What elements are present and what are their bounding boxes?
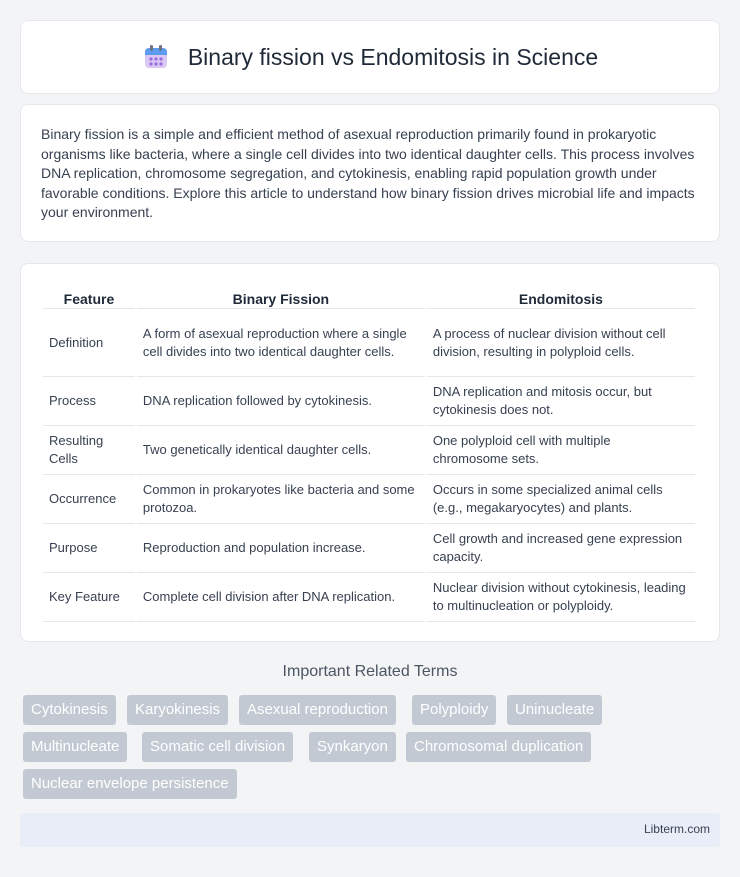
feature-cell: Definition — [43, 309, 135, 377]
term-tag[interactable]: Multinucleate — [23, 732, 127, 762]
table-row — [43, 377, 695, 426]
feature-cell: Purpose — [43, 524, 135, 573]
term-tag[interactable]: Polyploidy — [412, 695, 496, 725]
table-row — [43, 573, 695, 622]
title-row — [142, 43, 598, 71]
endomitosis-cell: Cell growth and increased gene expression capacity. — [427, 524, 695, 573]
term-tag[interactable]: Karyokinesis — [127, 695, 228, 725]
binary-fission-cell: Reproduction and population increase. — [137, 524, 425, 573]
term-tag[interactable]: Cytokinesis — [23, 695, 116, 725]
binary-fission-cell: Two genetically identical daughter cells. — [137, 426, 425, 475]
footer-site-link[interactable]: Libterm.com — [643, 822, 710, 836]
term-tag[interactable]: Uninucleate — [507, 695, 602, 725]
comparison-card — [20, 263, 720, 642]
term-tag[interactable]: Nuclear envelope persistence — [23, 769, 237, 799]
endomitosis-cell: Occurs in some specialized animal cells (e.g., megakaryocytes) and plants. — [427, 475, 695, 524]
endomitosis-cell: A process of nuclear division without cell division, resulting in polyploid cells. — [427, 309, 695, 377]
endomitosis-cell: One polyploid cell with multiple chromosome sets. — [427, 426, 695, 475]
title-card — [20, 20, 720, 94]
related-terms-title: Important Related Terms — [282, 663, 458, 680]
term-tag[interactable]: Somatic cell division — [142, 732, 293, 762]
comparison-table — [41, 284, 697, 622]
binary-fission-cell: A form of asexual reproduction where a single cell divides into two identical daughter cells. — [137, 309, 425, 377]
footer-bar — [20, 813, 720, 847]
intro-card — [20, 104, 720, 242]
header-feature: Feature — [43, 284, 135, 309]
endomitosis-cell: Nuclear division without cytokinesis, leading to multinucleation or polyploidy. — [427, 573, 695, 622]
binary-fission-cell: Complete cell division after DNA replication. — [137, 573, 425, 622]
table-row — [43, 475, 695, 524]
binary-fission-cell: DNA replication followed by cytokinesis. — [137, 377, 425, 426]
feature-cell: Resulting Cells — [43, 426, 135, 475]
table-row — [43, 426, 695, 475]
calendar-icon — [142, 43, 170, 71]
term-tag[interactable]: Synkaryon — [309, 732, 396, 762]
page-title: Binary fission vs Endomitosis in Science — [187, 43, 599, 70]
feature-cell: Key Feature — [43, 573, 135, 622]
feature-cell: Occurrence — [43, 475, 135, 524]
table-header-row — [43, 284, 695, 309]
endomitosis-cell: DNA replication and mitosis occur, but cytokinesis does not. — [427, 377, 695, 426]
term-tag[interactable]: Asexual reproduction — [239, 695, 396, 725]
intro-paragraph: Binary fission is a simple and efficient method of asexual reproduction primarily found in prokaryotic organisms like bacteria, where a single cell divides into two identical daughter cells. This process involves DNA replication, chromosome segregation, and cytokinesis, enabling rapid population growth under favorable conditions. Explore this article to understand how binary fission drives microbial life and impacts your environment. — [41, 126, 695, 220]
table-row — [43, 524, 695, 573]
binary-fission-cell: Common in prokaryotes like bacteria and some protozoa. — [137, 475, 425, 524]
header-endomitosis: Endomitosis — [427, 284, 695, 309]
feature-cell: Process — [43, 377, 135, 426]
term-tag[interactable]: Chromosomal duplication — [406, 732, 591, 762]
table-row — [43, 309, 695, 377]
header-binary-fission: Binary Fission — [137, 284, 425, 309]
